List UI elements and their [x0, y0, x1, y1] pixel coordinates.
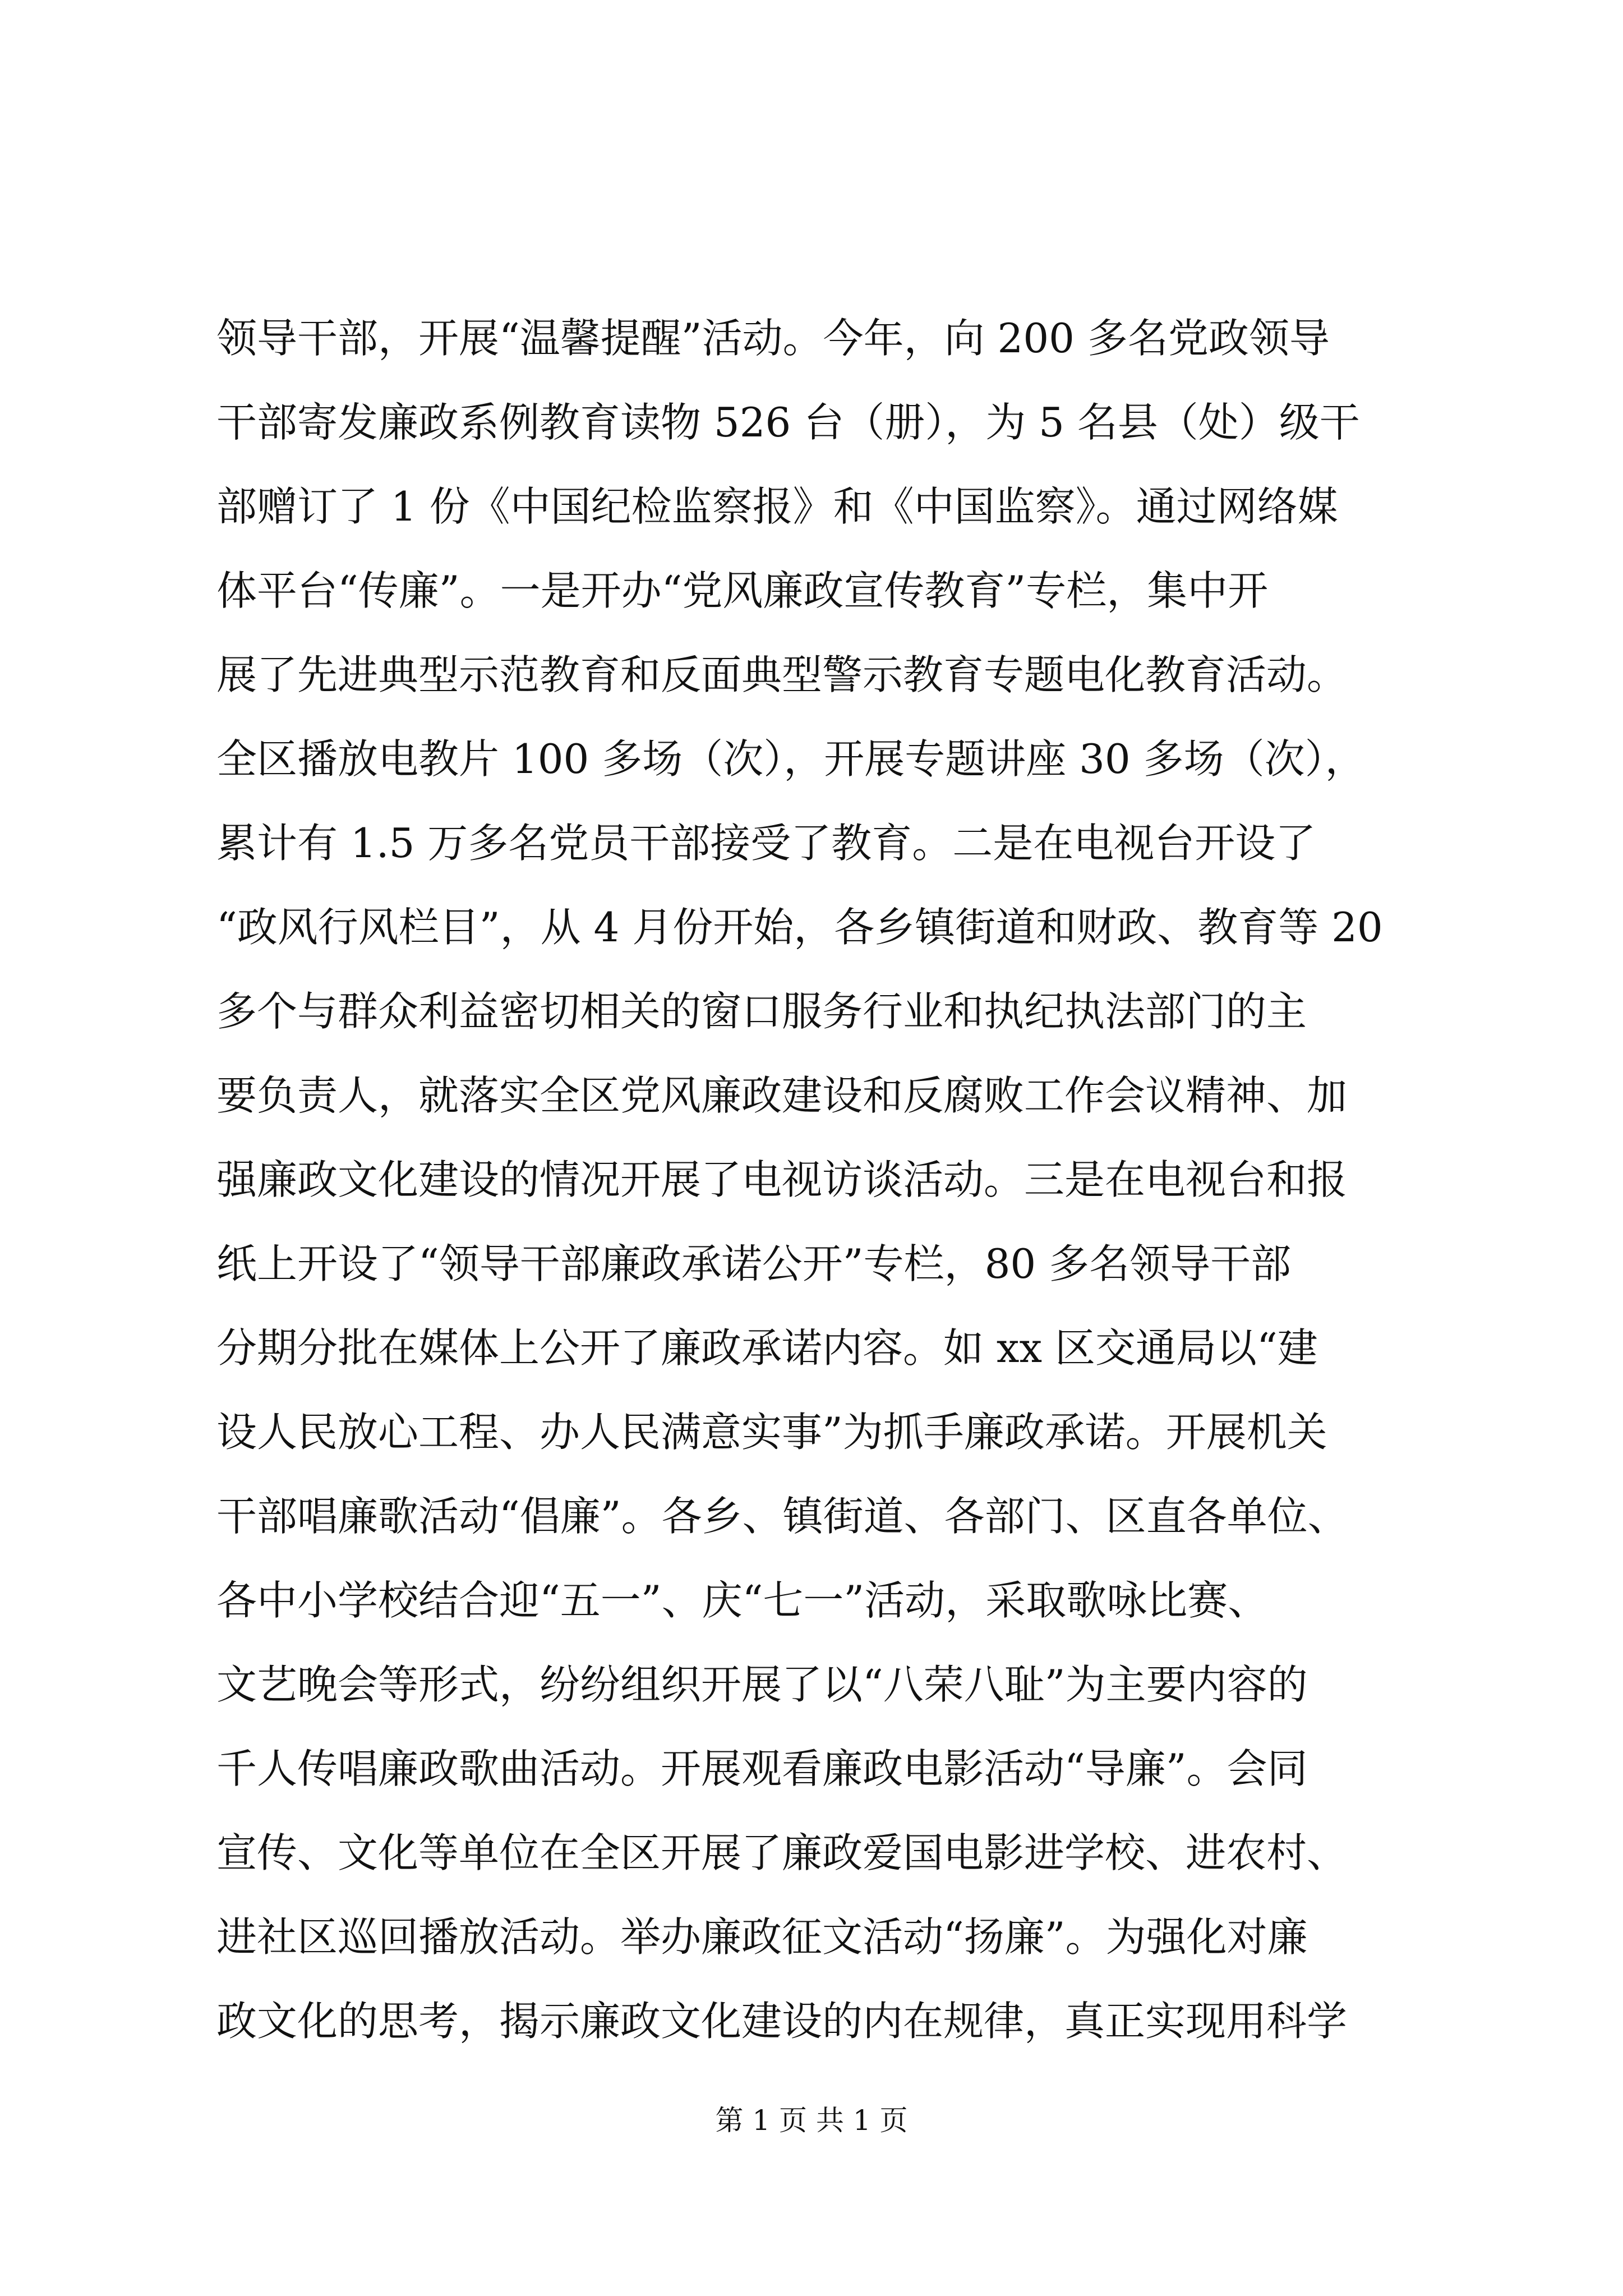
text-line: 千人传唱廉政歌曲活动。开展观看廉政电影活动“导廉”。会同 — [216, 1745, 1308, 1792]
text-line: 分期分批在媒体上公开了廉政承诺内容。如 xx 区交通局以“建 — [216, 1324, 1318, 1372]
text-line: 纸上开设了“领导干部廉政承诺公开”专栏，80 多名领导干部 — [216, 1240, 1292, 1287]
text-line: 强廉政文化建设的情况开展了电视访谈活动。三是在电视台和报 — [216, 1156, 1348, 1203]
text-line: 多个与群众利益密切相关的窗口服务行业和执纪执法部门的主 — [216, 988, 1307, 1035]
text-line: 设人民放心工程、办人民满意实事”为抓手廉政承诺。开展机关 — [216, 1409, 1327, 1456]
page-footer: 第 1 页 共 1 页 — [715, 2104, 908, 2137]
text-line: 各中小学校结合迎“五一”、庆“七一”活动，采取歌咏比赛、 — [216, 1577, 1269, 1624]
text-line: 展了先进典型示范教育和反面典型警示教育专题电化教育活动。 — [216, 651, 1348, 698]
text-line: 要负责人，就落实全区党风廉政建设和反腐败工作会议精神、加 — [216, 1072, 1348, 1119]
text-line: 宣传、文化等单位在全区开展了廉政爱国电影进学校、进农村、 — [216, 1829, 1348, 1876]
text-line: “政风行风栏目”，从 4 月份开始，各乡镇街道和财政、教育等 20 — [216, 904, 1383, 951]
text-line: 政文化的思考，揭示廉政文化建设的内在规律，真正实现用科学 — [216, 1998, 1348, 2045]
text-line: 全区播放电教片 100 多场（次），开展专题讲座 30 多场（次）， — [216, 735, 1366, 783]
text-line: 累计有 1.5 万多名党员干部接受了教育。二是在电视台开设了 — [216, 820, 1316, 867]
text-line: 领导干部，开展“温馨提醒”活动。今年，向 200 多名党政领导 — [216, 315, 1330, 362]
text-line: 干部寄发廉政系例教育读物 526 台（册），为 5 名县（处）级干 — [216, 399, 1360, 446]
text-line: 文艺晚会等形式，纷纷组织开展了以“八荣八耻”为主要内容的 — [216, 1661, 1308, 1708]
body-text — [216, 296, 1417, 2063]
text-line: 部赠订了 1 份《中国纪检监察报》和《中国监察》。通过网络媒 — [216, 483, 1338, 530]
text-line: 进社区巡回播放活动。举办廉政征文活动“扬廉”。为强化对廉 — [216, 1913, 1308, 1961]
text-line: 干部唱廉歌活动“倡廉”。各乡、镇街道、各部门、区直各单位、 — [216, 1493, 1348, 1540]
text-line: 体平台“传廉”。一是开办“党风廉政宣传教育”专栏，集中开 — [216, 567, 1269, 614]
